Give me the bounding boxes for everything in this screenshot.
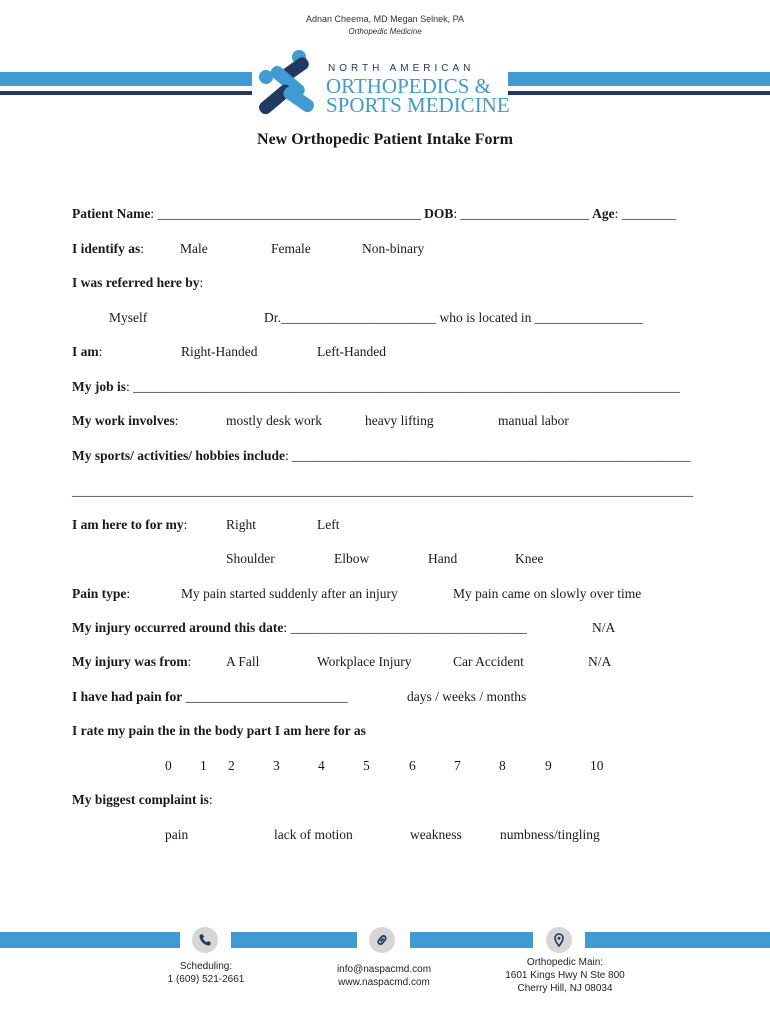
complaint-option-numbness[interactable]: numbness/tingling (500, 827, 600, 842)
form-title: New Orthopedic Patient Intake Form (257, 131, 513, 148)
logo-mark (252, 49, 324, 119)
complaint-option-motion[interactable]: lack of motion (274, 827, 353, 842)
pain-rating-7[interactable]: 7 (454, 758, 461, 773)
pain-duration-field[interactable]: ________________________ (185, 689, 348, 704)
part-option-elbow[interactable]: Elbow (334, 551, 370, 566)
handed-option-left[interactable]: Left-Handed (317, 344, 386, 359)
office-address-line2: Cherry Hill, NJ 08034 (517, 983, 613, 994)
pain-duration-label: I have had pain for (72, 689, 183, 704)
link-icon (369, 927, 395, 953)
pain-duration-row (72, 689, 348, 705)
handed-option-right[interactable]: Right-Handed (181, 344, 258, 359)
dob-label: DOB (424, 206, 454, 221)
patient-name-field[interactable]: _______________________________________ (157, 206, 421, 221)
part-option-hand[interactable]: Hand (428, 551, 458, 566)
pain-duration-units[interactable]: days / weeks / months (407, 689, 527, 704)
patient-name-label: Patient Name (72, 206, 151, 221)
side-option-left[interactable]: Left (317, 517, 340, 532)
work-option-desk[interactable]: mostly desk work (226, 413, 322, 428)
injury-date-label: My injury occurred around this date (72, 620, 284, 635)
location-pin-icon (546, 927, 572, 953)
contact-email[interactable]: info@naspacmd.com (336, 964, 432, 975)
provider-names: Adnan Cheema, MD Megan Selnek, PA (306, 14, 464, 24)
office-label: Orthopedic Main: (526, 957, 604, 968)
identify-option-nonbinary[interactable]: Non-binary (362, 241, 425, 256)
complaint-option-weakness[interactable]: weakness (410, 827, 462, 842)
pain-rating-6[interactable]: 6 (409, 758, 416, 773)
header-band-left (0, 72, 252, 86)
header-band-right (508, 72, 770, 86)
footer-scheduling (140, 960, 272, 986)
referred-doctor-field[interactable]: Dr._______________________ who is located in ________________ (264, 310, 643, 325)
pain-rating-8[interactable]: 8 (499, 758, 506, 773)
injury-from-option-workplace[interactable]: Workplace Injury (317, 654, 412, 669)
part-option-shoulder[interactable]: Shoulder (226, 551, 275, 566)
job-row: My job is: _________________________________________________________________________________ (72, 379, 680, 394)
identify-option-female[interactable]: Female (271, 241, 311, 256)
pain-rating-3[interactable]: 3 (273, 758, 280, 773)
footer-contact (310, 963, 458, 989)
job-field[interactable]: _________________________________________________________________________________ (133, 379, 680, 394)
footer-band-4 (585, 932, 770, 948)
pain-rating-1[interactable]: 1 (200, 758, 207, 773)
age-field[interactable]: ________ (621, 206, 676, 221)
pain-rating-9[interactable]: 9 (545, 758, 552, 773)
sports-row: My sports/ activities/ hobbies include: ___________________________________________________________ (72, 448, 691, 463)
complaint-option-pain[interactable]: pain (165, 827, 189, 842)
logo-text-line2: ORTHOPEDICS & (326, 74, 492, 98)
pain-rating-0[interactable]: 0 (165, 758, 172, 773)
work-option-lifting[interactable]: heavy lifting (365, 413, 434, 428)
pain-type-option-sudden[interactable]: My pain started suddenly after an injury (181, 586, 398, 601)
footer-office (492, 956, 638, 995)
pain-rating-label: I rate my pain the in the body part I am here for as (72, 723, 366, 738)
footer-band-1 (0, 932, 180, 948)
scheduling-phone[interactable]: 1 (609) 521-2661 (167, 974, 245, 985)
handed-label: I am: (72, 344, 103, 359)
patient-name-row: Patient Name: _______________________________________ DOB: ___________________ Age: ________ (72, 206, 676, 221)
injury-from-label: My injury was from: (72, 654, 192, 669)
injury-date-na-option[interactable]: N/A (592, 620, 616, 635)
injury-from-option-fall[interactable]: A Fall (226, 654, 260, 669)
part-option-knee[interactable]: Knee (515, 551, 544, 566)
pain-type-option-gradual[interactable]: My pain came on slowly over time (453, 586, 642, 601)
pain-rating-4[interactable]: 4 (318, 758, 325, 773)
logo-text-line3: SPORTS MEDICINE (326, 93, 510, 117)
sports-field-line2[interactable]: ____________________________________________________________________________________________ (72, 483, 693, 498)
injury-from-option-car[interactable]: Car Accident (453, 654, 524, 669)
sports-field[interactable]: ___________________________________________________________ (292, 448, 691, 463)
pain-type-label: Pain type: (72, 586, 131, 601)
scheduling-label: Scheduling: (179, 961, 233, 972)
specialty-label: Orthopedic Medicine (348, 27, 422, 36)
contact-website[interactable]: www.naspacmd.com (338, 977, 430, 988)
complaint-label: My biggest complaint is: (72, 792, 213, 807)
injury-date-row: My injury occurred around this date: ___________________________________ (72, 620, 527, 635)
job-label: My job is (72, 379, 126, 394)
phone-icon (192, 927, 218, 953)
header-rule-left (0, 91, 252, 95)
dob-field[interactable]: ___________________ (460, 206, 589, 221)
injury-date-field[interactable]: ___________________________________ (290, 620, 527, 635)
work-label: My work involves: (72, 413, 179, 428)
side-option-right[interactable]: Right (226, 517, 257, 532)
pain-rating-5[interactable]: 5 (363, 758, 370, 773)
work-option-manual[interactable]: manual labor (498, 413, 569, 428)
logo-text-line1: NORTH AMERICAN (328, 63, 475, 74)
referred-option-myself[interactable]: Myself (109, 310, 148, 325)
injury-from-option-na[interactable]: N/A (588, 654, 612, 669)
sports-label: My sports/ activities/ hobbies include (72, 448, 286, 463)
here-for-label: I am here to for my: (72, 517, 188, 532)
pain-rating-10[interactable]: 10 (590, 758, 604, 773)
pain-rating-2[interactable]: 2 (228, 758, 235, 773)
identify-label: I identify as: (72, 241, 145, 256)
identify-option-male[interactable]: Male (180, 241, 208, 256)
footer-band-2 (231, 932, 357, 948)
header-rule-right (508, 91, 770, 95)
footer-band-3 (410, 932, 533, 948)
office-address-line1: 1601 Kings Hwy N Ste 800 (505, 970, 625, 981)
age-label: Age (592, 206, 615, 221)
referred-label: I was referred here by: (72, 275, 204, 290)
